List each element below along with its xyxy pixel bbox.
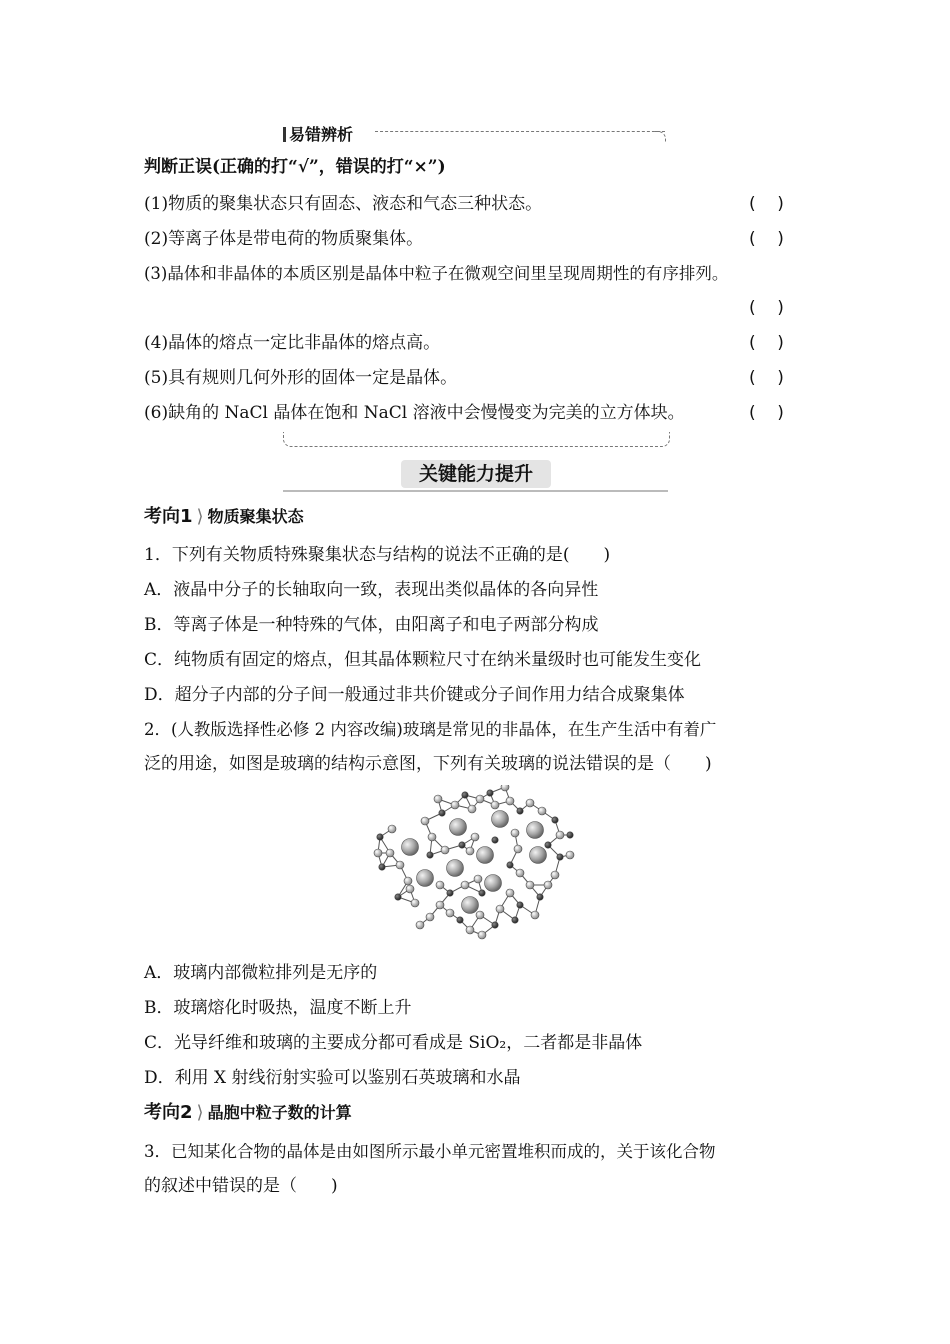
silicon-atom [466, 847, 474, 855]
silicon-atom [446, 909, 454, 917]
silicon-atom [434, 795, 442, 803]
silicon-atom [404, 877, 412, 885]
silicon-atom [471, 833, 479, 841]
silicon-atom [388, 825, 396, 833]
judge-item-4: (4)晶体的熔点一定比非晶体的熔点高。 [144, 333, 441, 353]
silicon-atom [551, 871, 559, 879]
q3-stem-line2: 的叙述中错误的是（ ) [144, 1176, 338, 1196]
silicon-atom [386, 849, 394, 857]
silicon-atom [511, 829, 519, 837]
oxygen-atom [492, 837, 498, 843]
judge-item-3: (3)晶体和非晶体的本质区别是晶体中粒子在微观空间里呈现周期性的有序排列。 [144, 264, 729, 283]
q3-stem-line1: 3．已知某化合物的晶体是由如图所示最小单元密置堆积而成的，关于该化合物 [144, 1142, 716, 1161]
judge-item-1: (1)物质的聚集状态只有固态、液态和气态三种状态。 [144, 194, 543, 214]
oxygen-atom [379, 864, 385, 870]
silicon-atom [556, 831, 564, 839]
silicon-atom [531, 911, 539, 919]
oxygen-atom [557, 854, 563, 860]
oxygen-atom [487, 790, 493, 796]
q1-option-a: A．液晶中分子的长轴取向一致，表现出类似晶体的各向异性 [144, 580, 599, 600]
oxygen-atom [545, 842, 551, 848]
oxygen-atom [395, 894, 401, 900]
ability-banner [283, 458, 668, 494]
silicon-atom [466, 926, 474, 934]
silicon-atom [538, 807, 546, 815]
q1-option-b: B．等离子体是一种特殊的气体，由阳离子和电子两部分构成 [144, 615, 599, 635]
network-atoms [374, 785, 574, 939]
section-tag: 易错辨析 [283, 122, 353, 145]
silicon-atom [374, 849, 382, 857]
oxygen-atom [512, 917, 518, 923]
banner-title: 关键能力提升 [401, 460, 551, 488]
section-footer-dotted [283, 432, 670, 447]
q1-option-c: C．纯物质有固定的熔点，但其晶体颗粒尺寸在纳米量级时也可能发生变化 [144, 650, 702, 670]
silicon-atom [544, 881, 552, 889]
silicon-atom [526, 881, 534, 889]
silicon-atom [441, 846, 449, 854]
silicon-atom [468, 805, 476, 813]
silicon-atom [421, 817, 429, 825]
q2-stem-line1: 2．(人教版选择性必修 2 内容改编)玻璃是常见的非晶体，在生产生活中有着广 [144, 720, 717, 739]
judge-item-5: (5)具有规则几何外形的固体一定是晶体。 [144, 368, 458, 388]
silicon-atom [506, 797, 514, 805]
oxygen-atom [439, 810, 445, 816]
banner-underline [283, 490, 668, 492]
oxygen-atom [459, 842, 465, 848]
q2-option-d: D．利用 X 射线衍射实验可以鉴别石英玻璃和水晶 [144, 1068, 521, 1088]
q1-stem: 1．下列有关物质特殊聚集状态与结构的说法不正确的是( ) [144, 545, 611, 565]
answer-paren-6[interactable]: ( ) [749, 403, 784, 423]
oxygen-atom [537, 894, 543, 900]
silicon-atom [428, 833, 436, 841]
instruction-text: 判断正误(正确的打“√”，错误的打“×”) [144, 157, 446, 177]
oxygen-atom [517, 808, 523, 814]
silicon-atom [496, 905, 504, 913]
cation-spheres [402, 811, 547, 914]
q2-option-a: A．玻璃内部微粒排列是无序的 [144, 963, 378, 983]
silicon-atom [514, 845, 522, 853]
cation-sphere [447, 860, 464, 877]
silicon-atom [526, 799, 534, 807]
silicon-atom [476, 911, 484, 919]
silicon-atom [436, 881, 444, 889]
q2-option-c: C．光导纤维和玻璃的主要成分都可看成是 SiO₂，二者都是非晶体 [144, 1033, 643, 1053]
silicon-atom [426, 913, 434, 921]
answer-paren-4[interactable]: ( ) [749, 333, 784, 353]
silicon-atom [566, 851, 574, 859]
silicon-atom [396, 861, 404, 869]
header-corner [655, 131, 666, 142]
cation-sphere [485, 875, 502, 892]
answer-paren-3[interactable]: ( ) [749, 298, 784, 318]
cation-sphere [462, 897, 479, 914]
cation-sphere [477, 847, 494, 864]
silicon-atom [461, 881, 469, 889]
oxygen-atom [427, 852, 433, 858]
oxygen-atom [457, 917, 463, 923]
cation-sphere [527, 822, 544, 839]
topic-2-heading: 考向2 ⟩ 晶胞中粒子数的计算 [144, 1102, 352, 1123]
silicon-atom [516, 869, 524, 877]
oxygen-atom [492, 922, 498, 928]
answer-paren-1[interactable]: ( ) [749, 194, 784, 214]
judge-item-2: (2)等离子体是带电荷的物质聚集体。 [144, 229, 424, 249]
judge-item-6: (6)缺角的 NaCl 晶体在饱和 NaCl 溶液中会慢慢变为完美的立方体块。 [144, 403, 685, 423]
silicon-atom [506, 889, 514, 897]
topic-1-heading: 考向1 ⟩ 物质聚集状态 [144, 506, 304, 527]
silicon-atom [476, 795, 484, 803]
oxygen-atom [377, 834, 383, 840]
oxygen-atom [447, 890, 453, 896]
q1-option-d: D．超分子内部的分子间一般通过非共价键或分子间作用力结合成聚集体 [144, 685, 685, 705]
cation-sphere [530, 847, 547, 864]
silicon-atom [474, 875, 482, 883]
silicon-atom [491, 801, 499, 809]
answer-paren-5[interactable]: ( ) [749, 368, 784, 388]
oxygen-atom [552, 817, 558, 823]
silicon-atom [501, 785, 509, 791]
oxygen-atom [462, 792, 468, 798]
oxygen-atom [517, 902, 523, 908]
silicon-atom [406, 885, 414, 893]
oxygen-atom [507, 862, 513, 868]
silicon-atom [416, 921, 424, 929]
q2-option-b: B．玻璃熔化时吸热，温度不断上升 [144, 998, 412, 1018]
silicon-atom [478, 931, 486, 939]
cation-sphere [492, 811, 509, 828]
silicon-atom [411, 899, 419, 907]
oxygen-atom [567, 832, 573, 838]
q2-stem-line2: 泛的用途，如图是玻璃的结构示意图，下列有关玻璃的说法错误的是（ ) [144, 754, 712, 774]
oxygen-atom [479, 890, 485, 896]
cation-sphere [402, 839, 419, 856]
silicon-atom [436, 901, 444, 909]
header-dotted-line [375, 131, 665, 132]
section-header-yicuo [283, 121, 668, 143]
cation-sphere [450, 819, 467, 836]
glass-structure-figure [370, 785, 585, 950]
cation-sphere [417, 870, 434, 887]
silicon-atom [451, 801, 459, 809]
answer-paren-2[interactable]: ( ) [749, 229, 784, 249]
